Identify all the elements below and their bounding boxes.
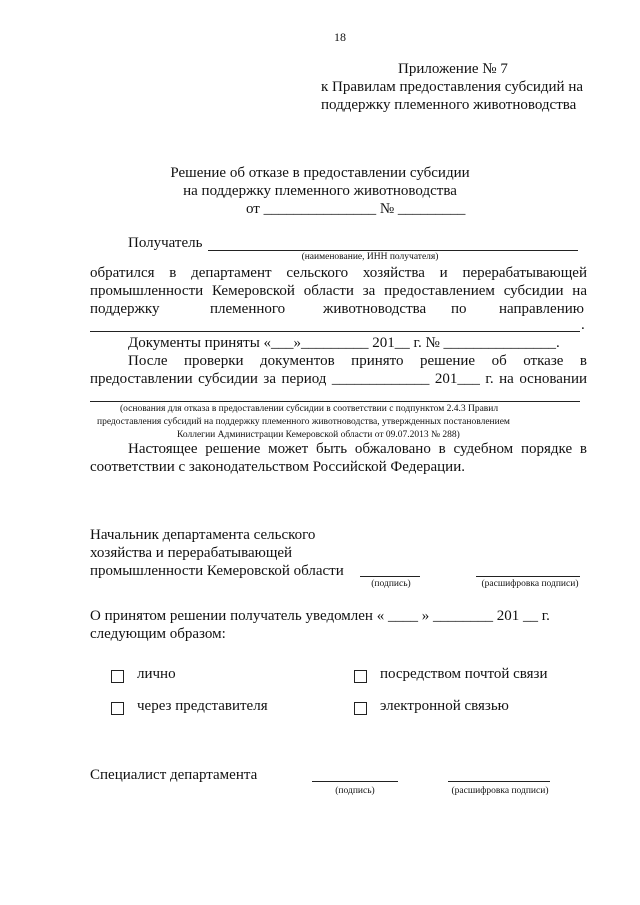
page-number: 18 bbox=[334, 30, 346, 44]
direction-field-line bbox=[90, 331, 580, 332]
head-title-3: промышленности Кемеровской области bbox=[90, 563, 344, 579]
recipient-field-line bbox=[208, 250, 578, 251]
basis-caption-3: Коллегии Администрации Кемеровской области от 09.07.2013 № 288) bbox=[177, 430, 460, 440]
body-line-1: обратился в департамент сельского хозяйства и перерабатывающей bbox=[90, 265, 587, 281]
notice-line-2: следующим образом: bbox=[90, 626, 226, 642]
specialist-decode-caption: (расшифровка подписи) bbox=[451, 786, 549, 796]
specialist-decode-line bbox=[448, 781, 550, 782]
appeal-line-2: соответствии с законодательством Российской Федерации. bbox=[90, 459, 465, 475]
decision-title: Решение об отказе в предоставлении субсидии bbox=[170, 165, 470, 181]
head-title-2: хозяйства и перерабатывающей bbox=[90, 545, 293, 561]
representative-checkbox[interactable] bbox=[111, 702, 124, 715]
period-line: предоставлении субсидии за период _____________ 201___ г. на основании bbox=[90, 371, 587, 387]
recipient-caption: (наименование, ИНН получателя) bbox=[301, 252, 439, 262]
specialist-signature-line bbox=[312, 781, 398, 782]
body-line-2: промышленности Кемеровской области за предоставлением субсидии на bbox=[90, 283, 587, 299]
head-signature-caption: (подпись) bbox=[371, 579, 411, 589]
body-line-3a: поддержку bbox=[90, 301, 160, 317]
body-line-3d: по bbox=[451, 301, 467, 317]
appendix-line-3: поддержку племенного животноводства bbox=[321, 97, 577, 113]
decision-date-number: от _______________ № _________ bbox=[246, 201, 466, 217]
appendix-line-2: к Правилам предоставления субсидий на bbox=[321, 79, 584, 95]
direction-period: . bbox=[581, 317, 585, 333]
specialist-label: Специалист департамента bbox=[90, 767, 258, 783]
body-line-3b: племенного bbox=[210, 301, 286, 317]
basis-caption-2: предоставления субсидий на поддержку племенного животноводства, утвержденных постановлением bbox=[97, 417, 510, 427]
after-check-line: После проверки документов принято решение об отказе в bbox=[128, 353, 587, 369]
decision-subtitle: на поддержку племенного животноводства bbox=[183, 183, 457, 199]
basis-caption-1: (основания для отказа в предоставлении субсидии в соответствии с подпунктом 2.4.3 Правил bbox=[120, 404, 499, 414]
recipient-label: Получатель bbox=[128, 235, 203, 251]
specialist-signature-caption: (подпись) bbox=[335, 786, 375, 796]
basis-field-line bbox=[90, 401, 580, 402]
head-decode-caption: (расшифровка подписи) bbox=[481, 579, 579, 589]
electronic-label: электронной связью bbox=[380, 698, 509, 714]
notice-line-1: О принятом решении получатель уведомлен « ____ » ________ 201 __ г. bbox=[90, 608, 550, 624]
docs-accepted-line: Документы приняты «___»_________ 201__ г. № _______________. bbox=[128, 335, 560, 351]
representative-label: через представителя bbox=[137, 698, 268, 714]
mail-checkbox[interactable] bbox=[354, 670, 367, 683]
body-line-3c: животноводства bbox=[323, 301, 427, 317]
appeal-line-1: Настоящее решение может быть обжаловано в судебном порядке в bbox=[128, 441, 587, 457]
electronic-checkbox[interactable] bbox=[354, 702, 367, 715]
head-decode-line bbox=[476, 576, 580, 577]
mail-label: посредством почтой связи bbox=[380, 666, 548, 682]
personal-checkbox[interactable] bbox=[111, 670, 124, 683]
head-signature-line bbox=[360, 576, 420, 577]
head-title-1: Начальник департамента сельского bbox=[90, 527, 316, 543]
personal-label: лично bbox=[137, 666, 176, 682]
appendix-title: Приложение № 7 bbox=[398, 61, 508, 77]
body-line-3e: направлению bbox=[499, 301, 584, 317]
